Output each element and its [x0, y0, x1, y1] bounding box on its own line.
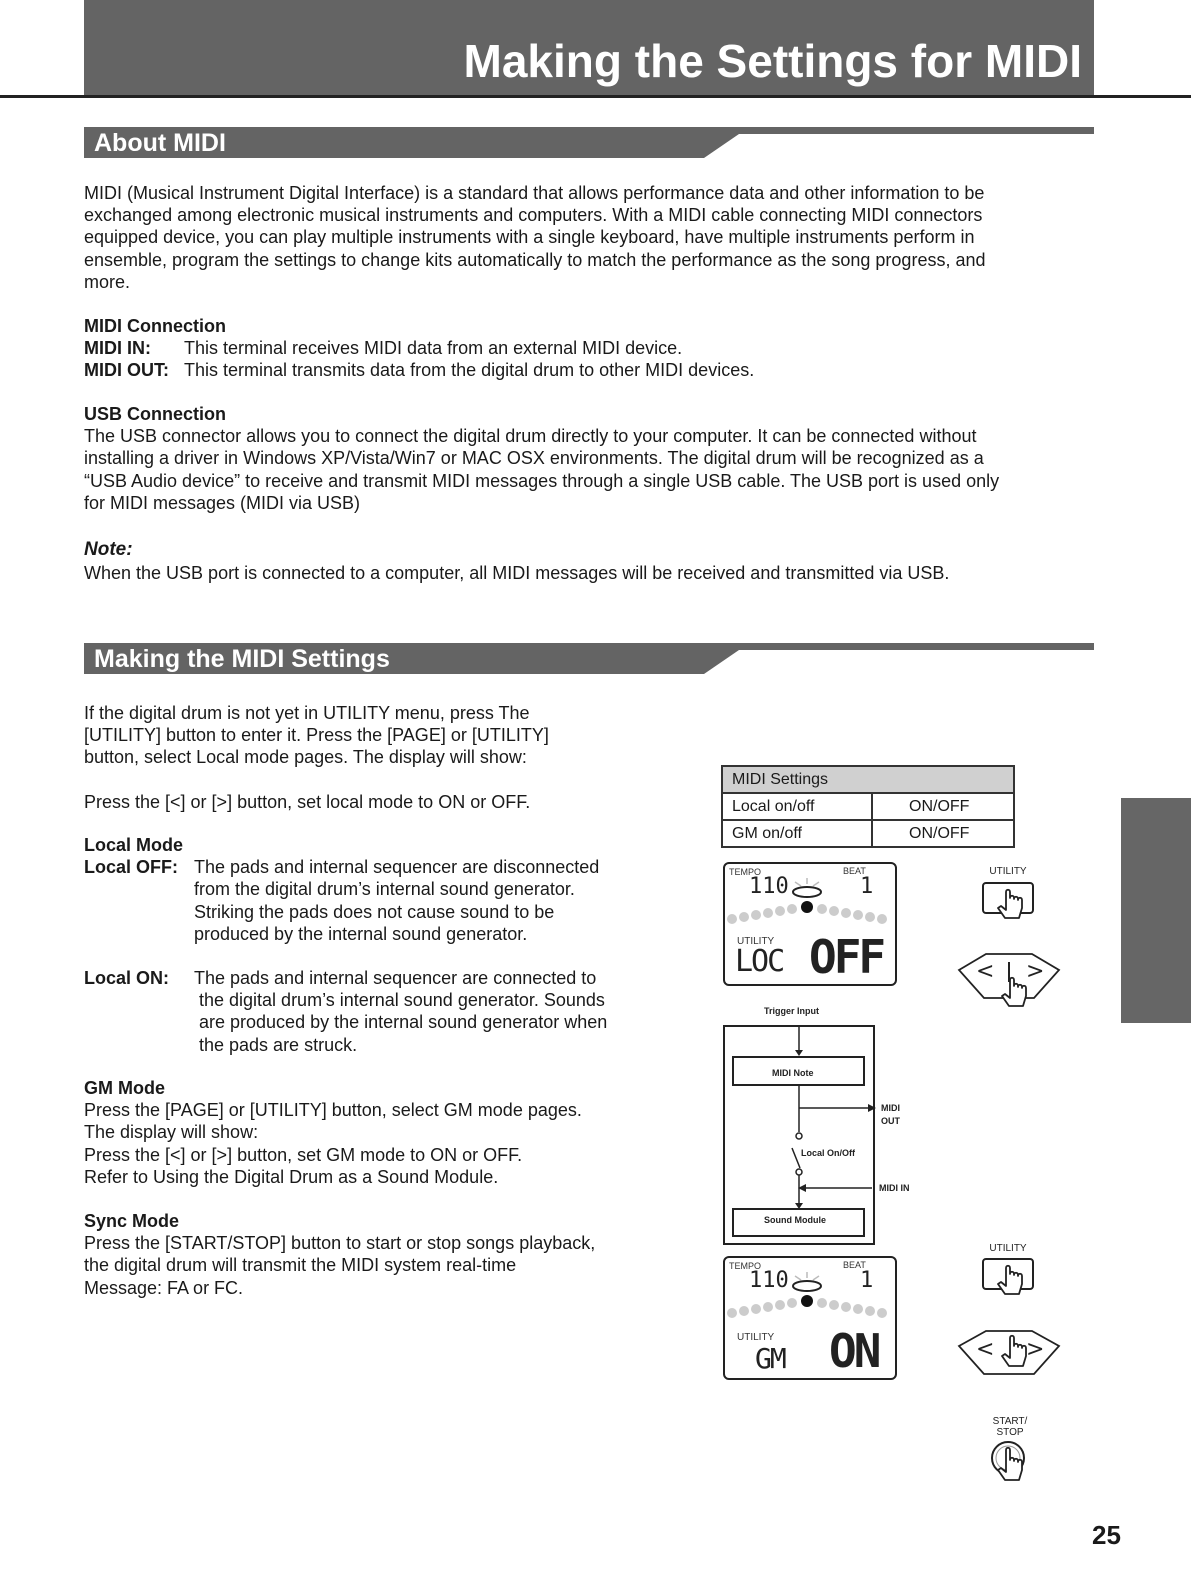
- left-right-arrow-buttons[interactable]: [956, 1328, 1062, 1388]
- utility-button[interactable]: [980, 1256, 1036, 1302]
- table-cell: Local on/off: [722, 793, 872, 820]
- usb-connection-title: USB Connection: [84, 404, 226, 424]
- right-arrow-icon: >: [1026, 1337, 1045, 1362]
- local-on-line: the pads are struck.: [199, 1034, 358, 1055]
- midi-out-label-line: OUT: [881, 1116, 900, 1126]
- intro-line: button, select Local mode pages. The display will show:: [84, 747, 527, 768]
- table-cell: ON/OFF: [872, 793, 1014, 820]
- table-header: MIDI Settings: [722, 766, 1014, 793]
- section-header-about: [84, 127, 1094, 159]
- usb-line: for MIDI messages (MIDI via USB): [84, 492, 361, 513]
- sound-module-label: Sound Module: [764, 1215, 826, 1225]
- left-arrow-icon: <: [976, 959, 995, 984]
- about-line: exchanged among electronic musical instruments and computers. With a MIDI cable connecting MIDI connectors: [84, 205, 983, 226]
- gm-mode-title: GM Mode: [84, 1078, 165, 1098]
- about-line: ensemble, program the settings to change kits automatically to match the performance as the song progress, and: [84, 249, 986, 270]
- gm-line: The display will show:: [84, 1122, 259, 1143]
- tempo-label: TEMPO: [729, 867, 762, 877]
- midi-connection-block: [84, 315, 754, 382]
- table-cell: GM on/off: [722, 820, 872, 847]
- midi-out-label: MIDI OUT:: [84, 360, 169, 381]
- start-stop-button[interactable]: [986, 1440, 1032, 1496]
- midi-out-text: This terminal transmits data from the digital drum to other MIDI devices.: [184, 360, 755, 381]
- tempo-value: 110: [749, 874, 789, 899]
- note-title: Note:: [84, 539, 133, 560]
- note-block: [84, 539, 949, 584]
- sync-line: Message: FA or FC.: [84, 1277, 244, 1298]
- settings-intro: [84, 702, 549, 813]
- local-off-label: Local OFF:: [84, 857, 178, 878]
- start-stop-label-line: START/: [992, 1416, 1028, 1427]
- press-local-text: Press the [<] or [>] button, set local mode to ON or OFF.: [84, 791, 531, 812]
- sync-line: Press the [START/STOP] button to start or stop songs playback,: [84, 1233, 596, 1254]
- midi-in-label: MIDI IN:: [84, 338, 151, 359]
- midi-settings-table: [721, 765, 1015, 848]
- usb-line: “USB Audio device” to receive and transmit MIDI messages through a single USB cable. The USB port is used only: [84, 470, 1000, 491]
- gm-mode-block: [84, 1077, 582, 1188]
- lcd-value-text: OFF: [809, 930, 884, 984]
- about-line: MIDI (Musical Instrument Digital Interface) is a standard that allows performance data and other information to be: [84, 183, 985, 203]
- beat-value: 1: [860, 874, 874, 899]
- tempo-value: 110: [749, 1268, 789, 1293]
- lcd-display-gm: [723, 1256, 897, 1380]
- utility-button[interactable]: [980, 880, 1036, 924]
- intro-line: If the digital drum is not yet in UTILITY menu, press The: [84, 703, 530, 723]
- utility-label: UTILITY: [737, 936, 775, 947]
- usb-line: The USB connector allows you to connect the digital drum directly to your computer. It can be connected without: [84, 426, 977, 447]
- about-line: equipped device, you can play multiple instruments with a single keyboard, have multiple instruments perform in: [84, 227, 975, 248]
- title-rule: [0, 95, 1191, 98]
- utility-label: UTILITY: [737, 1332, 775, 1343]
- local-on-line: the digital drum’s internal sound generator. Sounds: [199, 990, 605, 1011]
- table-row: [722, 820, 1014, 847]
- table-cell: ON/OFF: [872, 820, 1014, 847]
- midi-in-text: This terminal receives MIDI data from an external MIDI device.: [184, 338, 683, 359]
- gm-line: Press the [<] or [>] button, set GM mode to ON or OFF.: [84, 1144, 523, 1165]
- section-header-settings: [84, 643, 1094, 675]
- beat-label: BEAT: [843, 866, 866, 876]
- midi-out-label: [881, 1102, 900, 1128]
- section-title-settings: Making the MIDI Settings: [94, 645, 390, 673]
- sync-mode-title: Sync Mode: [84, 1211, 180, 1231]
- midi-connection-title: MIDI Connection: [84, 316, 226, 336]
- lcd-param-text: GM: [755, 1342, 785, 1375]
- sync-line: the digital drum will transmit the MIDI system real-time: [84, 1255, 517, 1276]
- chapter-side-tab: [1121, 798, 1191, 1023]
- table-header-row: [722, 766, 1014, 793]
- page-number: 25: [1092, 1520, 1121, 1550]
- beat-label: BEAT: [843, 1260, 866, 1270]
- local-on-label: Local ON:: [84, 968, 170, 989]
- midi-in-label: MIDI IN: [879, 1183, 910, 1193]
- about-line: more.: [84, 271, 131, 292]
- sync-mode-block: [84, 1210, 595, 1299]
- local-off-line: The pads and internal sequencer are disconnected: [194, 857, 600, 878]
- local-mode-title: Local Mode: [84, 835, 184, 855]
- section-header-shape: [84, 127, 1094, 159]
- section-title-about: About MIDI: [94, 129, 226, 157]
- local-off-line: from the digital drum’s internal sound generator.: [194, 879, 575, 900]
- left-arrow-icon: <: [976, 1337, 995, 1362]
- tempo-label: TEMPO: [729, 1261, 762, 1271]
- page-title: Making the Settings for MIDI: [463, 35, 1082, 87]
- start-stop-label: [982, 1416, 1038, 1438]
- start-stop-label-line: STOP: [996, 1427, 1024, 1438]
- beat-value: 1: [860, 1268, 874, 1293]
- local-on-off-label: Local On/Off: [801, 1148, 855, 1158]
- utility-button-label: UTILITY: [989, 1243, 1027, 1254]
- note-text: When the USB port is connected to a computer, all MIDI messages will be received and transmitted via USB.: [84, 563, 950, 584]
- table-row: [722, 793, 1014, 820]
- utility-button-label: UTILITY: [989, 866, 1027, 877]
- left-right-arrow-buttons[interactable]: [956, 950, 1062, 1016]
- midi-note-label: MIDI Note: [772, 1068, 814, 1078]
- local-on-line: The pads and internal sequencer are connected to: [194, 968, 597, 989]
- trigger-input-label: Trigger Input: [764, 1006, 819, 1016]
- local-off-line: Striking the pads does not cause sound to be: [194, 901, 555, 922]
- about-paragraph: [84, 182, 986, 293]
- lcd-param-text: LOC: [735, 944, 784, 979]
- right-arrow-icon: >: [1026, 959, 1045, 984]
- title-band: [84, 0, 1094, 96]
- local-off-line: produced by the internal sound generator.: [194, 923, 528, 944]
- usb-connection-block: [84, 403, 999, 514]
- gm-line: Press the [PAGE] or [UTILITY] button, select GM mode pages.: [84, 1100, 582, 1121]
- lcd-display-local: [723, 862, 897, 986]
- midi-out-label-line: MIDI: [881, 1103, 900, 1113]
- intro-line: [UTILITY] button to enter it. Press the [PAGE] or [UTILITY]: [84, 725, 549, 746]
- local-mode-block: [84, 834, 607, 1056]
- usb-line: installing a driver in Windows XP/Vista/Win7 or MAC OSX environments. The digital drum will be recognized as a: [84, 448, 984, 469]
- local-on-line: are produced by the internal sound generator when: [199, 1012, 608, 1033]
- gm-line: Refer to Using the Digital Drum as a Sound Module.: [84, 1166, 499, 1187]
- lcd-value-text: ON: [829, 1324, 879, 1378]
